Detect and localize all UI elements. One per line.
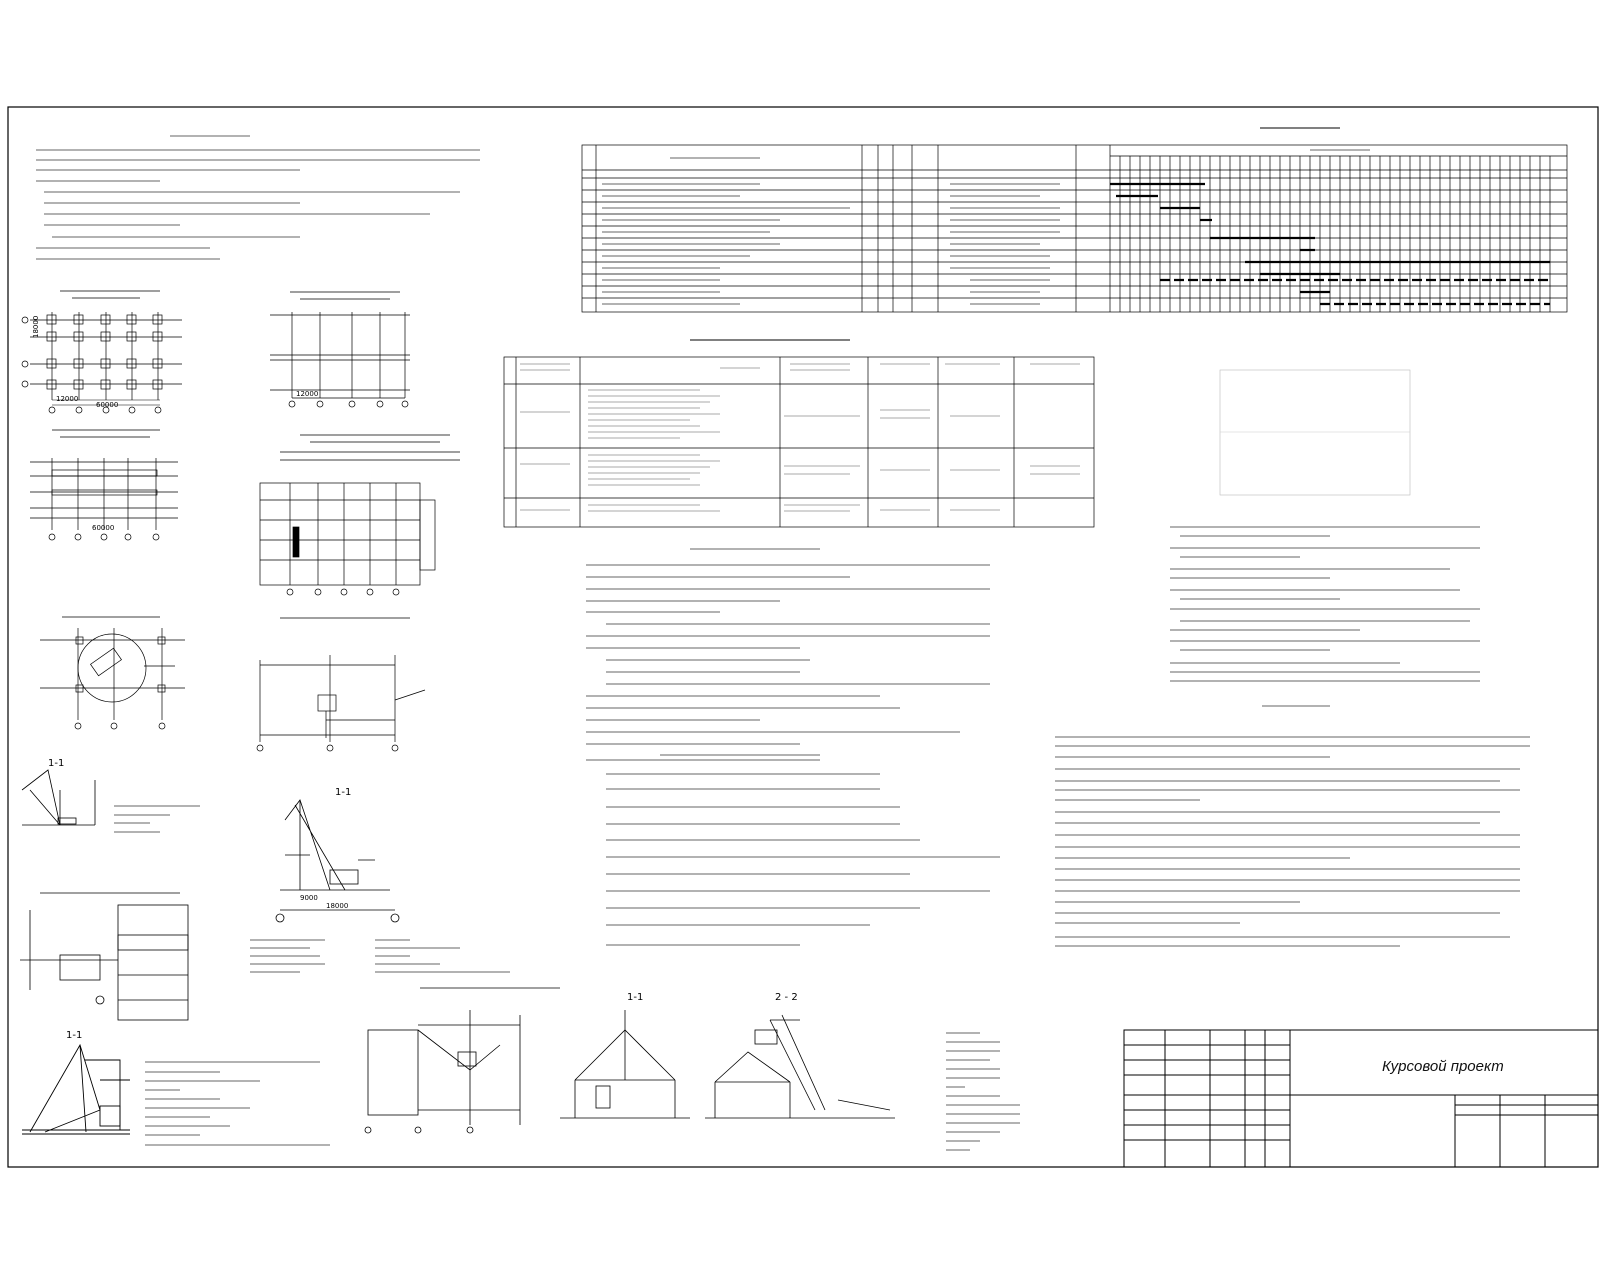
- legend-left-1: [114, 806, 200, 832]
- work-instructions: [586, 549, 1000, 945]
- scheme-roof-mounting: [365, 988, 560, 1133]
- explanatory-note: [36, 136, 480, 259]
- scheme-columns: [22, 291, 182, 413]
- title-block: [1124, 1030, 1598, 1167]
- roof-section-a: [560, 1010, 690, 1118]
- scheme-trusses: [270, 292, 410, 407]
- title-block-title: Курсовой проект: [1382, 1058, 1504, 1075]
- section-label-left: 1-1: [48, 758, 65, 769]
- section-label-roof-a: 1-1: [627, 992, 644, 1003]
- legend-middle: [250, 940, 510, 972]
- dim-18000: 18000: [32, 315, 40, 338]
- scheme-roof-slabs: [260, 435, 460, 595]
- dim-60000: 60000: [96, 401, 119, 409]
- legend-bottom-left: [145, 1062, 330, 1145]
- quality-control-table: [504, 340, 1094, 527]
- dim-12000: 12000: [56, 395, 79, 403]
- dim-9000: 9000: [300, 894, 318, 902]
- section-label-roof-b: 2 - 2: [775, 992, 798, 1003]
- crane-elevation-left: [22, 770, 95, 825]
- section-label-bottom: 1-1: [66, 1030, 83, 1041]
- scheme-wall-panels: [20, 893, 188, 1020]
- sheet-frame: [8, 107, 1598, 1167]
- right-notes: [1055, 527, 1530, 946]
- faint-frame: [1220, 370, 1410, 495]
- crane-elevation-bottom: [22, 1045, 130, 1134]
- schedule-text-strokes: [602, 150, 1370, 304]
- legend-bottom-mid: [946, 1033, 1020, 1150]
- scheme-beam-mounting: [257, 618, 425, 751]
- dim-12000-b: 12000: [296, 390, 319, 398]
- dim-18000-c: 18000: [326, 902, 349, 910]
- section-label-right: 1-1: [335, 787, 352, 798]
- dim-60000-b: 60000: [92, 524, 115, 532]
- scheme-column-mounting: [40, 617, 185, 729]
- roof-section-b: [705, 1015, 895, 1118]
- quality-table-text-strokes: [520, 364, 1080, 511]
